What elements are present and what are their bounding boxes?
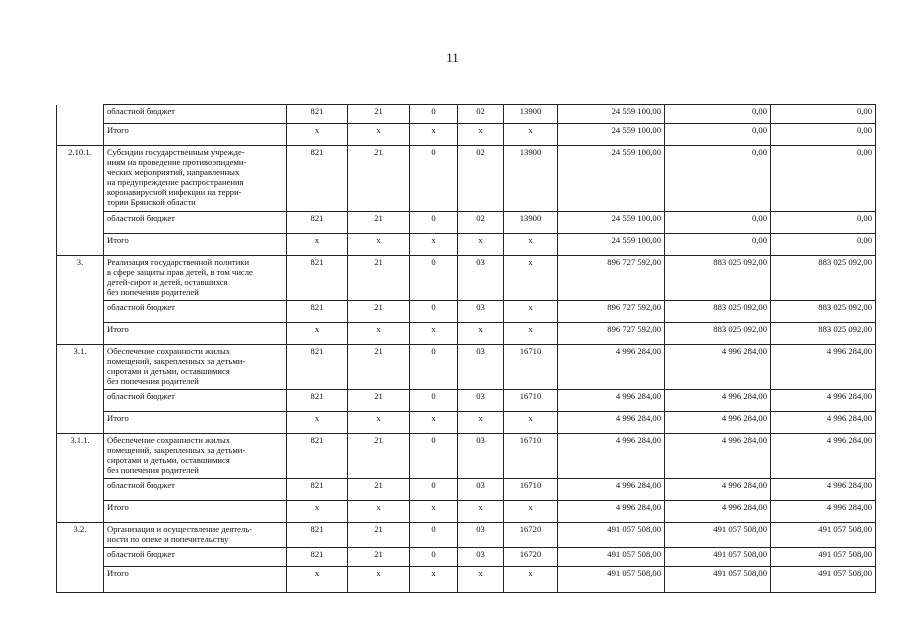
table-row-section: [57, 345, 876, 390]
code-cell: x: [458, 124, 504, 146]
code-cell: 02: [458, 105, 504, 124]
amount-cell: 0,00: [771, 146, 876, 212]
table-row: [57, 479, 876, 501]
code-cell: 821: [287, 479, 348, 501]
code-cell: 821: [287, 146, 348, 212]
code-cell: 03: [458, 479, 504, 501]
code-cell: 03: [458, 301, 504, 323]
table-row: [57, 234, 876, 256]
amount-cell: 491 057 508,00: [665, 523, 771, 548]
amount-cell: 0,00: [665, 212, 771, 234]
code-cell: x: [348, 412, 410, 434]
amount-cell: 24 559 100,00: [558, 212, 665, 234]
code-cell: 821: [287, 256, 348, 301]
code-cell: x: [410, 323, 458, 345]
amount-cell: 0,00: [665, 105, 771, 124]
amount-cell: 491 057 508,00: [771, 548, 876, 567]
amount-cell: 4 996 284,00: [558, 434, 665, 479]
row-name-cell: Реализация государственной политики в сфере защиты прав детей, в том числе детей-сирот и детей, оставшихся без попечения родителей: [104, 256, 287, 301]
page-number: 11: [446, 50, 459, 65]
amount-cell: 0,00: [771, 234, 876, 256]
amount-cell: 4 996 284,00: [665, 501, 771, 523]
amount-cell: 4 996 284,00: [771, 434, 876, 479]
table-row-section: [57, 523, 876, 548]
code-cell: 16710: [504, 390, 558, 412]
code-cell: x: [410, 501, 458, 523]
code-cell: 21: [348, 523, 410, 548]
code-cell: x: [504, 124, 558, 146]
code-cell: 821: [287, 434, 348, 479]
code-cell: 16720: [504, 548, 558, 567]
row-number-cell: 3.: [57, 256, 104, 301]
amount-cell: 883 025 092,00: [771, 323, 876, 345]
code-cell: 16710: [504, 345, 558, 390]
table-row: [57, 548, 876, 567]
table-row: [57, 501, 876, 523]
code-cell: x: [504, 256, 558, 301]
table-row-section: [57, 256, 876, 301]
code-cell: 21: [348, 345, 410, 390]
code-cell: 821: [287, 301, 348, 323]
code-cell: 13900: [504, 105, 558, 124]
row-name-cell: Обеспечение сохранности жилых помещений, закрепленных за детьми- сиротами и детьми, оставшимися без попечения родителей: [104, 345, 287, 390]
code-cell: 21: [348, 434, 410, 479]
code-cell: 02: [458, 146, 504, 212]
code-cell: 0: [410, 345, 458, 390]
row-number-cell: [57, 390, 104, 412]
code-cell: x: [287, 323, 348, 345]
table-body: [57, 105, 876, 593]
code-cell: 821: [287, 523, 348, 548]
code-cell: x: [458, 234, 504, 256]
amount-cell: 4 996 284,00: [665, 479, 771, 501]
code-cell: 03: [458, 523, 504, 548]
code-cell: x: [504, 567, 558, 593]
amount-cell: 4 996 284,00: [771, 345, 876, 390]
code-cell: x: [348, 501, 410, 523]
amount-cell: 4 996 284,00: [558, 501, 665, 523]
amount-cell: 4 996 284,00: [665, 434, 771, 479]
amount-cell: 491 057 508,00: [665, 567, 771, 593]
code-cell: 21: [348, 390, 410, 412]
amount-cell: 4 996 284,00: [771, 479, 876, 501]
amount-cell: 491 057 508,00: [558, 548, 665, 567]
table-row-section: [57, 146, 876, 212]
code-cell: x: [348, 323, 410, 345]
code-cell: 0: [410, 301, 458, 323]
amount-cell: 4 996 284,00: [665, 412, 771, 434]
code-cell: 13900: [504, 146, 558, 212]
code-cell: x: [410, 567, 458, 593]
code-cell: x: [348, 124, 410, 146]
code-cell: 0: [410, 212, 458, 234]
code-cell: x: [287, 567, 348, 593]
row-number-cell: 3.1.1.: [57, 434, 104, 479]
code-cell: 0: [410, 479, 458, 501]
row-name-cell: областной бюджет: [104, 105, 287, 124]
amount-cell: 4 996 284,00: [665, 345, 771, 390]
code-cell: 0: [410, 105, 458, 124]
row-number-cell: [57, 234, 104, 256]
code-cell: 0: [410, 548, 458, 567]
table-row: [57, 390, 876, 412]
row-name-cell: областной бюджет: [104, 301, 287, 323]
row-name-cell: Итого: [104, 567, 287, 593]
code-cell: 21: [348, 256, 410, 301]
code-cell: 21: [348, 301, 410, 323]
budget-table: [56, 104, 876, 593]
amount-cell: 896 727 592,00: [558, 301, 665, 323]
code-cell: 0: [410, 523, 458, 548]
amount-cell: 491 057 508,00: [771, 567, 876, 593]
amount-cell: 0,00: [665, 234, 771, 256]
amount-cell: 4 996 284,00: [558, 412, 665, 434]
row-name-cell: Итого: [104, 501, 287, 523]
code-cell: 0: [410, 390, 458, 412]
amount-cell: 0,00: [771, 212, 876, 234]
code-cell: x: [504, 301, 558, 323]
code-cell: x: [287, 124, 348, 146]
amount-cell: 4 996 284,00: [558, 345, 665, 390]
code-cell: x: [287, 412, 348, 434]
row-number-cell: [57, 124, 104, 146]
code-cell: x: [287, 234, 348, 256]
code-cell: 821: [287, 105, 348, 124]
row-name-cell: Обеспечение сохранности жилых помещений, закрепленных за детьми- сиротами и детьми, оставшимися без попечения родителей: [104, 434, 287, 479]
table-row: [57, 301, 876, 323]
amount-cell: 896 727 592,00: [558, 256, 665, 301]
code-cell: x: [504, 501, 558, 523]
code-cell: x: [287, 501, 348, 523]
table-row: [57, 412, 876, 434]
code-cell: 16710: [504, 434, 558, 479]
code-cell: x: [410, 234, 458, 256]
code-cell: 0: [410, 256, 458, 301]
code-cell: x: [504, 323, 558, 345]
code-cell: 16710: [504, 479, 558, 501]
table-row-section: [57, 434, 876, 479]
amount-cell: 883 025 092,00: [665, 301, 771, 323]
amount-cell: 4 996 284,00: [665, 390, 771, 412]
code-cell: 821: [287, 548, 348, 567]
code-cell: 03: [458, 390, 504, 412]
code-cell: x: [410, 412, 458, 434]
code-cell: 13900: [504, 212, 558, 234]
code-cell: 821: [287, 345, 348, 390]
amount-cell: 0,00: [771, 105, 876, 124]
row-number-cell: 3.1.: [57, 345, 104, 390]
row-name-cell: областной бюджет: [104, 212, 287, 234]
amount-cell: 883 025 092,00: [665, 323, 771, 345]
code-cell: 821: [287, 212, 348, 234]
code-cell: 0: [410, 434, 458, 479]
code-cell: x: [458, 567, 504, 593]
row-number-cell: [57, 105, 104, 124]
code-cell: x: [504, 412, 558, 434]
amount-cell: 491 057 508,00: [558, 523, 665, 548]
table-row: [57, 124, 876, 146]
row-number-cell: [57, 548, 104, 567]
code-cell: 21: [348, 146, 410, 212]
table-row: [57, 567, 876, 593]
code-cell: 0: [410, 146, 458, 212]
code-cell: x: [348, 567, 410, 593]
row-number-cell: [57, 323, 104, 345]
code-cell: 21: [348, 212, 410, 234]
code-cell: 21: [348, 479, 410, 501]
row-number-cell: 2.10.1.: [57, 146, 104, 212]
amount-cell: 896 727 592,00: [558, 323, 665, 345]
code-cell: 03: [458, 434, 504, 479]
code-cell: 03: [458, 548, 504, 567]
amount-cell: 4 996 284,00: [771, 412, 876, 434]
amount-cell: 883 025 092,00: [771, 301, 876, 323]
row-number-cell: [57, 301, 104, 323]
code-cell: 02: [458, 212, 504, 234]
amount-cell: 883 025 092,00: [771, 256, 876, 301]
code-cell: 21: [348, 105, 410, 124]
row-name-cell: Итого: [104, 323, 287, 345]
row-number-cell: 3.2.: [57, 523, 104, 548]
row-name-cell: Организация и осуществление деятель- ности по опеке и попечительству: [104, 523, 287, 548]
row-number-cell: [57, 412, 104, 434]
row-name-cell: Итого: [104, 234, 287, 256]
row-number-cell: [57, 479, 104, 501]
code-cell: x: [504, 234, 558, 256]
table-row: [57, 212, 876, 234]
row-number-cell: [57, 501, 104, 523]
row-name-cell: Итого: [104, 124, 287, 146]
row-name-cell: областной бюджет: [104, 479, 287, 501]
code-cell: x: [458, 412, 504, 434]
amount-cell: 883 025 092,00: [665, 256, 771, 301]
amount-cell: 491 057 508,00: [771, 523, 876, 548]
amount-cell: 491 057 508,00: [665, 548, 771, 567]
row-name-cell: Итого: [104, 412, 287, 434]
code-cell: x: [458, 501, 504, 523]
amount-cell: 0,00: [665, 146, 771, 212]
amount-cell: 24 559 100,00: [558, 234, 665, 256]
row-number-cell: [57, 567, 104, 593]
code-cell: x: [458, 323, 504, 345]
code-cell: x: [348, 234, 410, 256]
amount-cell: 24 559 100,00: [558, 124, 665, 146]
table-row: [57, 323, 876, 345]
amount-cell: 4 996 284,00: [771, 390, 876, 412]
code-cell: x: [410, 124, 458, 146]
code-cell: 821: [287, 390, 348, 412]
row-name-cell: областной бюджет: [104, 390, 287, 412]
row-number-cell: [57, 212, 104, 234]
amount-cell: 0,00: [771, 124, 876, 146]
amount-cell: 24 559 100,00: [558, 105, 665, 124]
amount-cell: 4 996 284,00: [558, 390, 665, 412]
amount-cell: 491 057 508,00: [558, 567, 665, 593]
code-cell: 21: [348, 548, 410, 567]
amount-cell: 4 996 284,00: [771, 501, 876, 523]
code-cell: 03: [458, 345, 504, 390]
code-cell: 03: [458, 256, 504, 301]
code-cell: 16720: [504, 523, 558, 548]
amount-cell: 24 559 100,00: [558, 146, 665, 212]
row-name-cell: Субсидии государственным учрежде- ниям на проведение противоэпидеми- ческих мероприятий, направленных на предупреждение распространения коронавирусной инфекции на терри- тории Брянской области: [104, 146, 287, 212]
amount-cell: 4 996 284,00: [558, 479, 665, 501]
amount-cell: 0,00: [665, 124, 771, 146]
row-name-cell: областной бюджет: [104, 548, 287, 567]
table-row: [57, 105, 876, 124]
